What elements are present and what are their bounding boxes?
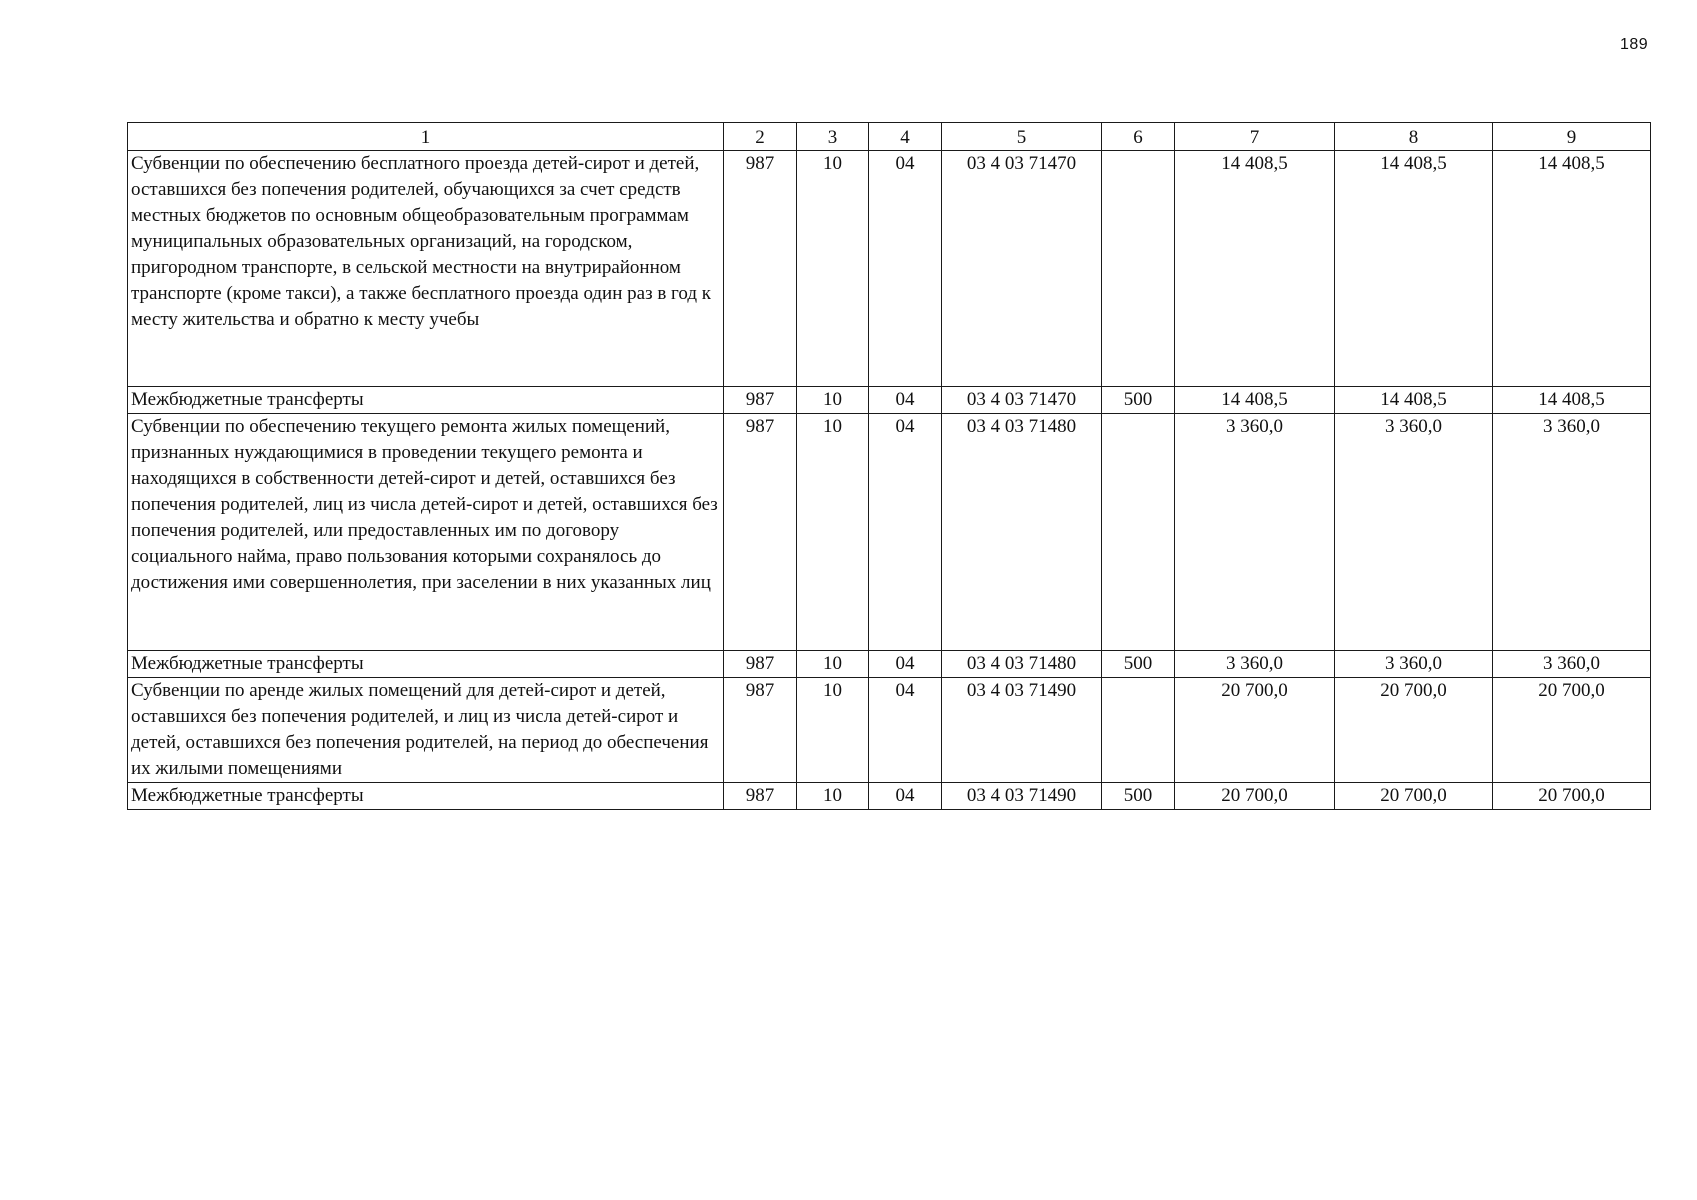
row-description: Межбюджетные трансферты	[128, 387, 724, 414]
subsection-code: 04	[869, 151, 942, 387]
amount-col-9: 20 700,0	[1493, 678, 1651, 783]
subsection-code: 04	[869, 414, 942, 651]
row-description: Субвенции по обеспечению текущего ремонта жилых помещений, признанных нуждающимися в проведении текущего ремонта и находящихся в собственности детей-сирот и детей, оставшихся без попечения родителей, лиц из числа детей-сирот и детей, оставшихся без попечения родителей, или предоставленных им по договору социального найма, право пользования которыми сохранялось до достижения ими совершеннолетия, при заселении в них указанных лиц	[128, 414, 724, 651]
target-article-code: 03 4 03 71470	[942, 151, 1102, 387]
expense-type-code: 500	[1102, 651, 1175, 678]
subsection-code: 04	[869, 651, 942, 678]
amount-col-9: 14 408,5	[1493, 151, 1651, 387]
column-number: 6	[1102, 123, 1175, 151]
section-code: 10	[797, 651, 869, 678]
column-number-row	[128, 123, 1651, 151]
subsection-code: 04	[869, 387, 942, 414]
table-row	[128, 151, 1651, 387]
column-number: 7	[1175, 123, 1335, 151]
expense-type-code	[1102, 151, 1175, 387]
table-row	[128, 651, 1651, 678]
section-code: 10	[797, 151, 869, 387]
amount-col-9: 3 360,0	[1493, 414, 1651, 651]
target-article-code: 03 4 03 71480	[942, 414, 1102, 651]
admin-code: 987	[724, 651, 797, 678]
amount-col-8: 3 360,0	[1335, 651, 1493, 678]
column-number: 2	[724, 123, 797, 151]
target-article-code: 03 4 03 71490	[942, 783, 1102, 810]
column-number: 9	[1493, 123, 1651, 151]
amount-col-7: 3 360,0	[1175, 651, 1335, 678]
amount-col-9: 20 700,0	[1493, 783, 1651, 810]
budget-table	[127, 122, 1651, 810]
page-number: 189	[1620, 36, 1649, 53]
amount-col-8: 20 700,0	[1335, 678, 1493, 783]
column-number: 1	[128, 123, 724, 151]
amount-col-7: 20 700,0	[1175, 678, 1335, 783]
admin-code: 987	[724, 151, 797, 387]
amount-col-7: 14 408,5	[1175, 151, 1335, 387]
table-row	[128, 678, 1651, 783]
expense-type-code: 500	[1102, 783, 1175, 810]
target-article-code: 03 4 03 71480	[942, 651, 1102, 678]
admin-code: 987	[724, 387, 797, 414]
amount-col-8: 3 360,0	[1335, 414, 1493, 651]
amount-col-8: 20 700,0	[1335, 783, 1493, 810]
row-description: Субвенции по обеспечению бесплатного проезда детей-сирот и детей, оставшихся без попечения родителей, обучающихся за счет средств местных бюджетов по основным общеобразовательным программам муниципальных образовательных организаций, на городском, пригородном транспорте, в сельской местности на внутрирайонном транспорте (кроме такси), а также бесплатного проезда один раз в год к месту жительства и обратно к месту учебы	[128, 151, 724, 387]
subsection-code: 04	[869, 783, 942, 810]
column-number: 8	[1335, 123, 1493, 151]
table-row	[128, 414, 1651, 651]
section-code: 10	[797, 387, 869, 414]
row-description: Межбюджетные трансферты	[128, 783, 724, 810]
expense-type-code	[1102, 414, 1175, 651]
amount-col-8: 14 408,5	[1335, 151, 1493, 387]
amount-col-9: 14 408,5	[1493, 387, 1651, 414]
amount-col-9: 3 360,0	[1493, 651, 1651, 678]
target-article-code: 03 4 03 71470	[942, 387, 1102, 414]
section-code: 10	[797, 783, 869, 810]
admin-code: 987	[724, 414, 797, 651]
column-number: 5	[942, 123, 1102, 151]
table-row	[128, 783, 1651, 810]
expense-type-code	[1102, 678, 1175, 783]
row-description: Субвенции по аренде жилых помещений для детей-сирот и детей, оставшихся без попечения родителей, и лиц из числа детей-сирот и детей, оставшихся без попечения родителей, на период до обеспечения их жилыми помещениями	[128, 678, 724, 783]
table-row	[128, 387, 1651, 414]
amount-col-7: 14 408,5	[1175, 387, 1335, 414]
admin-code: 987	[724, 783, 797, 810]
admin-code: 987	[724, 678, 797, 783]
target-article-code: 03 4 03 71490	[942, 678, 1102, 783]
amount-col-7: 3 360,0	[1175, 414, 1335, 651]
row-description: Межбюджетные трансферты	[128, 651, 724, 678]
column-number: 4	[869, 123, 942, 151]
section-code: 10	[797, 678, 869, 783]
expense-type-code: 500	[1102, 387, 1175, 414]
section-code: 10	[797, 414, 869, 651]
table-body	[128, 123, 1651, 810]
amount-col-7: 20 700,0	[1175, 783, 1335, 810]
amount-col-8: 14 408,5	[1335, 387, 1493, 414]
subsection-code: 04	[869, 678, 942, 783]
column-number: 3	[797, 123, 869, 151]
